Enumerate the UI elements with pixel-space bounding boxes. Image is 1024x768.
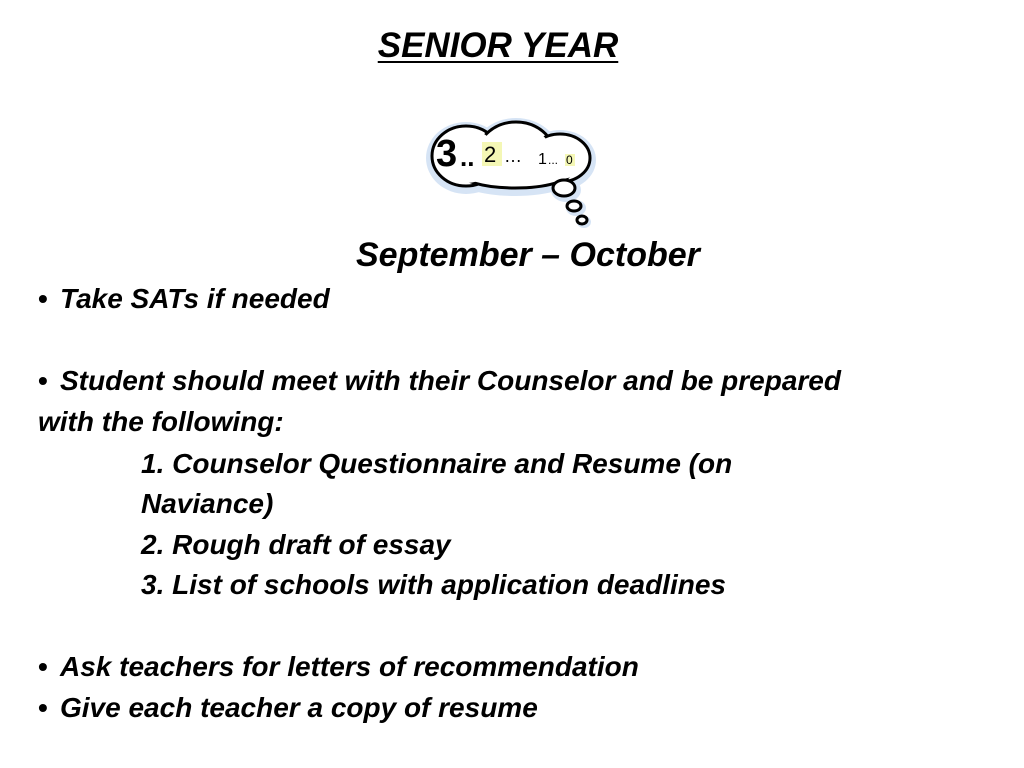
date-range-heading: September – October bbox=[356, 236, 700, 274]
bullet-icon: • bbox=[38, 692, 48, 723]
thought-bubble-icon bbox=[420, 100, 605, 230]
bullet-item bbox=[38, 694, 538, 722]
bullet-text: Ask teachers for letters of recommendation bbox=[60, 651, 639, 682]
bullet-text: Take SATs if needed bbox=[60, 283, 330, 314]
bullet-icon: • bbox=[38, 283, 48, 314]
bullet-text: Student should meet with their Counselor and be prepared bbox=[60, 365, 841, 396]
countdown-digit-3: 3 bbox=[436, 133, 458, 175]
countdown-dots-2: … bbox=[504, 146, 522, 166]
countdown-thought-bubble bbox=[420, 100, 605, 230]
countdown-digit-1: 1 bbox=[538, 151, 547, 168]
countdown-digit-2: 2 bbox=[484, 142, 497, 167]
bullet-item bbox=[38, 653, 639, 681]
bullet-item bbox=[38, 367, 841, 395]
bullet-icon: • bbox=[38, 651, 48, 682]
countdown-dots-3: ... bbox=[548, 153, 559, 167]
countdown-digit-0: 0 bbox=[566, 153, 573, 167]
bullet-continuation: with the following: bbox=[38, 406, 284, 437]
slide-title: SENIOR YEAR bbox=[377, 26, 619, 65]
list-item: 1. Counselor Questionnaire and Resume (on bbox=[141, 448, 733, 479]
list-item-continuation: Naviance) bbox=[141, 488, 274, 519]
bullet-item bbox=[38, 285, 330, 313]
bullet-text: Give each teacher a copy of resume bbox=[60, 692, 538, 723]
countdown-dots-1: .. bbox=[460, 142, 475, 172]
list-item: 3. List of schools with application deadlines bbox=[141, 569, 726, 600]
list-item: 2. Rough draft of essay bbox=[141, 529, 451, 560]
bullet-icon: • bbox=[38, 365, 48, 396]
